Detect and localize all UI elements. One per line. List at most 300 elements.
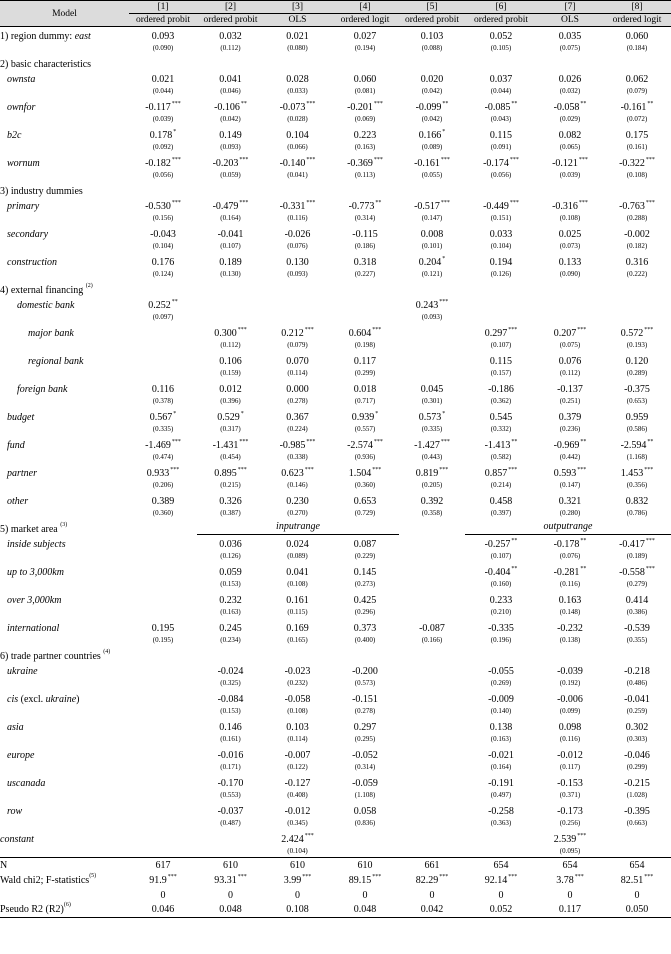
empty-cell xyxy=(603,55,671,70)
row-label-italic: ownfor xyxy=(7,101,36,113)
coef-value: -0.335 xyxy=(488,622,514,634)
coef-value: 0.933 xyxy=(146,467,170,479)
significance-stars: *** xyxy=(577,466,587,473)
significance-stars: ** xyxy=(171,298,178,305)
footer-value: 654 xyxy=(629,859,645,871)
coef-cell xyxy=(331,154,399,169)
empty-cell xyxy=(264,647,331,662)
coef-value: 0.000 xyxy=(286,383,309,395)
stderr-cell: (0.397) xyxy=(490,509,512,517)
significance-stars: *** xyxy=(645,565,655,572)
significance-stars: ** xyxy=(647,438,654,445)
coef-value: -0.023 xyxy=(284,665,311,677)
coef-value: 0.115 xyxy=(489,129,513,141)
stderr-cell: (0.314) xyxy=(354,214,376,222)
coef-cell xyxy=(331,492,399,507)
coef-cell xyxy=(264,563,331,578)
coef-cell xyxy=(603,27,671,42)
stderr-row xyxy=(0,634,671,647)
stderr-cell: (0.387) xyxy=(220,509,241,517)
stderr-cell: (0.486) xyxy=(626,679,648,687)
coef-value: 0.392 xyxy=(420,495,444,507)
stderr-cell: (0.325) xyxy=(220,679,241,687)
coef-value: -0.002 xyxy=(624,228,650,240)
stderr-cell: (0.206) xyxy=(152,481,174,489)
stderr-cell: (0.117) xyxy=(559,763,581,771)
stderr-cell: (0.104) xyxy=(287,846,308,855)
stderr-cell: (1.108) xyxy=(354,791,376,799)
stderr-cell xyxy=(399,789,465,802)
table-row xyxy=(0,619,671,634)
empty-cell xyxy=(465,647,537,662)
coef-cell xyxy=(537,830,603,845)
coef-value: -0.257 xyxy=(484,538,511,550)
stderr-cell: (0.039) xyxy=(152,115,174,123)
stderr-cell: (0.717) xyxy=(354,397,376,405)
coef-value: 0.018 xyxy=(353,383,377,395)
footer-value: 3.78 xyxy=(556,874,574,886)
stderr-row xyxy=(0,451,671,464)
significance-stars: *** xyxy=(237,326,247,333)
coef-value: -0.115 xyxy=(352,228,378,240)
stderr-cell: (0.289) xyxy=(626,369,648,377)
coef-cell xyxy=(197,718,264,733)
row-label xyxy=(0,253,129,268)
table-row xyxy=(0,324,671,339)
coef-cell xyxy=(331,352,399,367)
stderr-cell: (0.156) xyxy=(152,214,174,222)
stderr-cell xyxy=(129,817,197,830)
coef-cell xyxy=(331,197,399,212)
stderr-cell: (0.269) xyxy=(490,679,512,687)
coef-value: 0.623 xyxy=(281,467,304,479)
coef-value: -0.331 xyxy=(279,200,306,212)
coef-value: 0.021 xyxy=(151,73,175,85)
row-label-italic: ownsta xyxy=(7,73,36,85)
footer-value: 661 xyxy=(424,859,440,871)
stderr-cell: (0.161) xyxy=(220,735,241,743)
row-label xyxy=(0,464,129,479)
coef-value: -0.404 xyxy=(484,566,511,578)
coef-value: -0.058 xyxy=(284,693,311,705)
stderr-row xyxy=(0,240,671,253)
stderr-cell xyxy=(603,845,671,858)
stderr-cell: (0.299) xyxy=(626,763,648,771)
coef-cell xyxy=(465,802,537,817)
stderr-cell xyxy=(399,761,465,774)
stderr-cell: (0.044) xyxy=(490,87,512,95)
coef-cell xyxy=(603,690,671,705)
significance-stars: ** xyxy=(580,565,587,572)
coef-cell xyxy=(537,296,603,311)
footer-value: 610 xyxy=(223,859,238,871)
stderr-row xyxy=(0,85,671,98)
empty-cell xyxy=(197,647,264,662)
stderr-cell: (0.108) xyxy=(626,171,648,179)
stderr-cell xyxy=(399,733,465,746)
coef-value: 0.026 xyxy=(558,73,582,85)
coef-cell xyxy=(465,718,537,733)
coef-value: 0.223 xyxy=(353,129,377,141)
coef-cell xyxy=(537,27,603,42)
stderr-cell: (0.091) xyxy=(490,143,512,151)
coef-cell xyxy=(264,492,331,507)
row-label xyxy=(0,281,129,296)
table-row xyxy=(0,281,671,296)
coef-value: -0.039 xyxy=(557,665,583,677)
empty-cell xyxy=(0,479,129,492)
stderr-cell: (1.168) xyxy=(626,453,648,461)
coef-cell xyxy=(331,324,399,339)
stderr-cell: (0.093) xyxy=(287,270,308,278)
stderr-row xyxy=(0,311,671,324)
coef-cell xyxy=(465,408,537,423)
coef-value: -0.117 xyxy=(145,101,171,113)
stderr-row xyxy=(0,479,671,492)
coef-value: 0.012 xyxy=(219,383,242,395)
table-row xyxy=(0,55,671,70)
coef-value: 0.318 xyxy=(353,256,377,268)
stderr-cell: (0.130) xyxy=(220,270,241,278)
coef-value: -0.539 xyxy=(624,622,650,634)
stderr-cell: (0.069) xyxy=(354,115,376,123)
significance-stars: *** xyxy=(167,873,177,880)
stderr-cell: (0.163) xyxy=(354,143,376,151)
table-row xyxy=(0,774,671,789)
coef-value: -0.517 xyxy=(414,200,440,212)
empty-cell xyxy=(0,367,129,380)
footer-cell xyxy=(465,888,537,903)
empty-cell xyxy=(0,141,129,154)
coef-cell xyxy=(465,662,537,677)
table-row xyxy=(0,154,671,169)
coef-cell xyxy=(129,408,197,423)
coef-value: -0.059 xyxy=(352,777,378,789)
coef-value: 0.021 xyxy=(286,30,309,42)
empty-cell xyxy=(603,647,671,662)
coef-value: -0.773 xyxy=(348,200,375,212)
coef-value: 0.245 xyxy=(219,622,242,634)
significance-stars: *** xyxy=(170,466,180,473)
coef-cell xyxy=(465,619,537,634)
coef-cell xyxy=(331,27,399,42)
coef-cell xyxy=(197,563,264,578)
stderr-cell: (0.113) xyxy=(354,171,376,179)
stderr-cell: (0.270) xyxy=(287,509,308,517)
coef-cell xyxy=(465,535,537,550)
footer-cell xyxy=(197,873,264,888)
row-label xyxy=(0,27,129,42)
coef-cell xyxy=(331,563,399,578)
coef-cell xyxy=(399,492,465,507)
row-label-italic: secondary xyxy=(7,228,49,240)
footer-value: 0.048 xyxy=(219,904,242,916)
coef-value: 0.529 xyxy=(217,411,240,423)
coef-value: 0.060 xyxy=(625,30,649,42)
coef-cell xyxy=(331,464,399,479)
coef-value: -0.055 xyxy=(488,665,514,677)
significance-stars: ** xyxy=(511,565,518,572)
coef-value: 0.178 xyxy=(149,129,173,141)
significance-stars: *** xyxy=(645,537,655,544)
stderr-row xyxy=(0,733,671,746)
coef-value: -0.009 xyxy=(488,693,514,705)
stderr-cell: (0.122) xyxy=(287,763,308,771)
coef-cell xyxy=(197,662,264,677)
stderr-row xyxy=(0,268,671,281)
coef-cell xyxy=(129,380,197,395)
method-header: ordered probit xyxy=(465,14,537,27)
footer-cell xyxy=(197,903,264,918)
coef-cell xyxy=(603,70,671,85)
coef-cell xyxy=(129,436,197,451)
empty-cell xyxy=(129,647,197,662)
footer-value: 0 xyxy=(498,889,504,901)
stderr-cell xyxy=(399,705,465,718)
coef-cell xyxy=(264,591,331,606)
coef-value: 0.025 xyxy=(558,228,582,240)
stderr-cell: (0.157) xyxy=(490,369,512,377)
stderr-cell: (0.259) xyxy=(626,707,648,715)
row-label xyxy=(0,690,129,705)
coef-cell xyxy=(197,619,264,634)
row-label xyxy=(0,324,129,339)
footnote-marker: (6) xyxy=(63,902,71,909)
footer-value: 0 xyxy=(634,889,640,901)
stderr-cell: (0.317) xyxy=(220,425,241,433)
significance-stars: *** xyxy=(239,199,249,206)
empty-cell xyxy=(0,761,129,774)
coef-cell xyxy=(197,830,264,845)
coef-value: 0.233 xyxy=(489,594,513,606)
stderr-cell: (0.159) xyxy=(220,369,241,377)
coef-value: -0.099 xyxy=(415,101,442,113)
row-label xyxy=(0,563,129,578)
footer-cell xyxy=(197,858,264,873)
footer-cell xyxy=(129,873,197,888)
coef-value: -0.375 xyxy=(624,383,650,395)
footer-row xyxy=(0,888,671,903)
coef-value: -0.170 xyxy=(217,777,244,789)
stderr-cell: (0.116) xyxy=(287,214,308,222)
row-label xyxy=(0,535,129,550)
footer-label-text: Pseudo R2 (R2) xyxy=(0,904,64,916)
stderr-cell: (0.251) xyxy=(559,397,581,405)
coef-cell xyxy=(331,619,399,634)
stderr-cell: (0.303) xyxy=(626,735,648,743)
coef-cell xyxy=(603,563,671,578)
stderr-row xyxy=(0,705,671,718)
section-label: 2) basic characteristics xyxy=(0,58,92,70)
coef-cell xyxy=(603,126,671,141)
table-row xyxy=(0,408,671,423)
table-row xyxy=(0,352,671,367)
coef-value: -0.369 xyxy=(347,157,373,169)
coef-value: -0.046 xyxy=(624,749,650,761)
coef-value: -0.052 xyxy=(352,749,378,761)
significance-stars: *** xyxy=(304,326,314,333)
coef-cell xyxy=(465,591,537,606)
footnote-marker: (3) xyxy=(60,521,68,528)
significance-stars: *** xyxy=(237,466,247,473)
coef-cell xyxy=(264,436,331,451)
coef-cell xyxy=(331,690,399,705)
stderr-cell xyxy=(129,705,197,718)
stderr-cell xyxy=(399,578,465,591)
coef-value: 0.545 xyxy=(489,411,513,423)
significance-stars: *** xyxy=(509,156,519,163)
row-label-italic: asia xyxy=(7,721,24,733)
coef-value: -2.574 xyxy=(347,439,373,451)
coef-value: 0.104 xyxy=(286,129,309,141)
stderr-cell: (0.332) xyxy=(490,425,512,433)
coef-cell xyxy=(197,746,264,761)
coef-value: -0.041 xyxy=(217,228,244,240)
empty-cell xyxy=(0,113,129,126)
stderr-cell: (0.126) xyxy=(220,552,241,560)
stderr-cell: (0.065) xyxy=(559,143,581,151)
coef-cell xyxy=(537,591,603,606)
row-label-italic: europe xyxy=(7,749,35,761)
stderr-cell: (0.028) xyxy=(287,115,308,123)
method-header: ordered probit xyxy=(399,14,465,27)
stderr-cell xyxy=(129,578,197,591)
stderr-cell: (0.189) xyxy=(626,552,648,560)
coef-cell xyxy=(129,324,197,339)
coef-cell xyxy=(331,98,399,113)
row-label-italic: international xyxy=(7,622,60,634)
coef-cell xyxy=(399,253,465,268)
footer-value: 0.050 xyxy=(625,904,649,916)
coef-value: 0.115 xyxy=(489,355,513,367)
footer-value: 3.99 xyxy=(283,874,302,886)
stderr-cell: (0.360) xyxy=(354,481,376,489)
significance-stars: ** xyxy=(240,100,247,107)
footer-cell xyxy=(537,903,603,918)
stderr-cell: (0.296) xyxy=(354,608,376,616)
row-label xyxy=(0,197,129,212)
footer-value: 0 xyxy=(228,889,233,901)
coef-value: -0.178 xyxy=(553,538,580,550)
footer-value: 0 xyxy=(295,889,300,901)
stderr-cell: (0.042) xyxy=(421,115,443,123)
row-label xyxy=(0,774,129,789)
significance-stars: *** xyxy=(644,326,654,333)
coef-cell xyxy=(465,774,537,789)
coef-cell xyxy=(603,464,671,479)
coef-value: 0.076 xyxy=(558,355,582,367)
empty-cell xyxy=(0,339,129,352)
stderr-cell: (0.041) xyxy=(287,171,308,179)
coef-value: 1.453 xyxy=(620,467,644,479)
coef-value: 0.819 xyxy=(415,467,439,479)
stderr-cell: (0.222) xyxy=(626,270,648,278)
stderr-cell: (0.090) xyxy=(559,270,581,278)
coef-value: 1.504 xyxy=(348,467,372,479)
footer-value: 0.046 xyxy=(151,904,175,916)
stderr-cell: (0.039) xyxy=(559,171,581,179)
empty-cell xyxy=(399,182,465,197)
coef-value: 0.070 xyxy=(286,355,309,367)
stderr-cell: (0.075) xyxy=(559,341,581,349)
stderr-cell: (0.196) xyxy=(490,636,512,644)
coef-value: 0.379 xyxy=(558,411,582,423)
stderr-cell: (0.029) xyxy=(559,115,581,123)
stderr-cell: (0.210) xyxy=(490,608,512,616)
stderr-row xyxy=(0,141,671,154)
footer-value: 0.048 xyxy=(353,904,377,916)
coef-value: -0.085 xyxy=(484,101,511,113)
coef-cell xyxy=(264,296,331,311)
row-label xyxy=(0,802,129,817)
stderr-cell: (0.378) xyxy=(152,397,174,405)
coef-cell xyxy=(264,98,331,113)
footer-cell xyxy=(465,858,537,873)
significance-stars: *** xyxy=(171,156,181,163)
table-row xyxy=(0,464,671,479)
row-label-text: (excl. xyxy=(18,693,46,705)
stderr-row xyxy=(0,339,671,352)
row-label-italic: wornum xyxy=(7,157,40,169)
stderr-cell: (0.193) xyxy=(626,341,648,349)
coef-value: -0.073 xyxy=(279,101,306,113)
coef-value: -0.985 xyxy=(279,439,306,451)
table-row xyxy=(0,436,671,451)
row-label-italic: primary xyxy=(7,200,40,212)
coef-cell xyxy=(264,126,331,141)
coef-cell xyxy=(465,492,537,507)
stderr-cell: (0.301) xyxy=(421,397,443,405)
method-header: ordered logit xyxy=(603,14,671,27)
stderr-cell: (0.295) xyxy=(354,735,376,743)
significance-stars: *** xyxy=(440,199,450,206)
empty-cell xyxy=(603,182,671,197)
table-row xyxy=(0,802,671,817)
footer-label xyxy=(0,873,129,888)
coef-cell xyxy=(331,126,399,141)
row-label xyxy=(0,408,129,423)
significance-stars: *** xyxy=(304,832,314,839)
stderr-cell: (0.076) xyxy=(559,552,581,560)
coef-value: 0.939 xyxy=(351,411,375,423)
empty-cell xyxy=(129,182,197,197)
coef-value: 0.458 xyxy=(489,495,513,507)
coef-cell xyxy=(129,464,197,479)
stderr-row xyxy=(0,367,671,380)
coef-cell xyxy=(399,225,465,240)
footer-cell xyxy=(537,873,603,888)
stderr-row xyxy=(0,212,671,225)
stderr-cell xyxy=(264,311,331,324)
coef-cell xyxy=(129,126,197,141)
row-label-italic: inside subjects xyxy=(7,538,66,550)
stderr-cell xyxy=(129,677,197,690)
stderr-cell xyxy=(197,845,264,858)
coef-value: -0.016 xyxy=(217,749,244,761)
significance-stars: *** xyxy=(439,466,449,473)
row-label-italic: constant xyxy=(0,833,34,845)
stderr-cell: (0.171) xyxy=(220,763,241,771)
stderr-cell: (0.497) xyxy=(490,791,512,799)
table-row xyxy=(0,225,671,240)
coef-value: -0.395 xyxy=(624,805,650,817)
coef-value: -0.026 xyxy=(284,228,311,240)
coef-cell xyxy=(537,324,603,339)
stderr-row xyxy=(0,169,671,182)
stderr-cell: (0.443) xyxy=(421,453,443,461)
stderr-cell: (0.116) xyxy=(559,735,581,743)
coef-value: -0.037 xyxy=(217,805,244,817)
